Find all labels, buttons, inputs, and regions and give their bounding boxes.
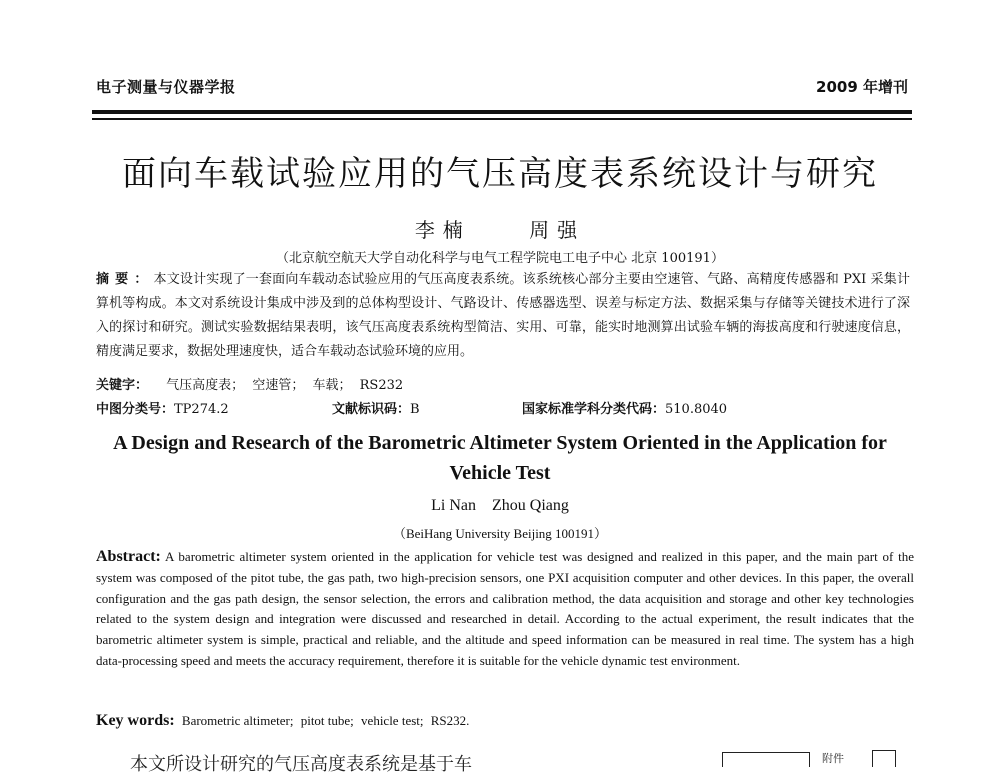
- english-keyword: Barometric altimeter;: [181, 713, 294, 728]
- chinese-abstract-label: 摘要：: [96, 272, 154, 287]
- english-keyword: vehicle test;: [361, 713, 424, 728]
- chinese-keyword: 车载；: [312, 378, 352, 393]
- document-code: [332, 398, 420, 417]
- classification-row: [96, 398, 910, 418]
- document-code-label: 文献标识码：: [332, 402, 411, 417]
- chinese-keyword: 气压高度表；: [166, 378, 245, 393]
- chinese-abstract: [96, 268, 910, 364]
- stamp-label: 附件: [822, 752, 844, 765]
- running-header: [96, 76, 908, 102]
- english-author: Zhou Qiang: [492, 497, 569, 514]
- english-keywords-label: Key words:: [96, 712, 175, 729]
- journal-name: 电子测量与仪器学报: [96, 78, 236, 96]
- clc-label: 中图分类号：: [96, 402, 175, 417]
- clc-number: [96, 398, 229, 417]
- chinese-authors: [0, 214, 1000, 243]
- chinese-keywords-label: 关键字：: [96, 378, 149, 393]
- document-code-value: B: [410, 402, 420, 417]
- english-keywords: [96, 712, 473, 730]
- chinese-keywords: [96, 374, 407, 393]
- english-abstract-label: Abstract:: [96, 548, 161, 565]
- header-rule-thick: [92, 110, 912, 114]
- chinese-affiliation: （北京航空航天大学自动化科学与电气工程学院电工电子中心 北京 100191）: [276, 251, 724, 266]
- header-rule-thin: [92, 118, 912, 120]
- english-authors: [0, 497, 1000, 515]
- chinese-keyword: 空速管；: [252, 378, 305, 393]
- clc-value: TP274.2: [174, 402, 229, 417]
- english-affiliation: （BeiHang University Beijing 100191）: [392, 526, 608, 541]
- stamp-box-small: [872, 750, 896, 767]
- chinese-author: 李楠: [414, 218, 471, 242]
- english-keyword: pitot tube;: [300, 713, 354, 728]
- subject-code-value: 510.8040: [665, 402, 728, 417]
- chinese-abstract-text: 本文设计实现了一套面向车载动态试验应用的气压高度表系统。该系统核心部分主要由空速管、气路、高精度传感器和 PXI 采集计算机等构成。本文对系统设计集成中涉及到的总体构型设计、气路设计、传感器选型、误差与标定方法、数据采集与存储等关键技术进行了深入的探讨和研究。测试实验数据结果表明，该气压高度表系统构型简洁、实用、可靠，能实时地测算出试验车辆的海拔高度和行驶速度信息，精度满足要求，数据处理速度快，适合车载动态试验环境的应用。: [96, 272, 910, 359]
- issue-label: 2009 年增刊: [816, 78, 908, 96]
- subject-code-label: 国家标准学科分类代码：: [522, 402, 666, 417]
- subject-code: [522, 398, 727, 417]
- english-keyword: RS232.: [430, 713, 470, 728]
- chinese-author: 周强: [529, 218, 586, 242]
- english-title: A Design and Research of the Barometric Altimeter System Oriented in the Application for Vehicle Test: [113, 432, 887, 484]
- english-abstract: [96, 547, 914, 672]
- body-text-first-line: 本文所设计研究的气压高度表系统是基于车: [130, 754, 472, 775]
- english-abstract-text: A barometric altimeter system oriented in the application for vehicle test was designed and realized in this paper, and the main part of the system was composed of the pitot tube, the gas path, two high-precision sensors, one PXI acquisition computer and other devices. In this paper, the overall configuration and the gas path design, the sensor selection, the errors and calibration method, the data acquisition and storage and other key technologies related to the system design and integration were discussed and researched in detail. According to the actual experiment, the result indicates that the barometric altimeter system is simple, practical and reliable, and the altitude and speed information can be measured in real time. The system has a high data-processing speed and meets the accuracy requirement, therefore it is suitable for the vehicle dynamic test environment.: [96, 549, 914, 668]
- chinese-title: 面向车载试验应用的气压高度表系统设计与研究: [122, 154, 878, 194]
- chinese-keyword: RS232: [359, 378, 404, 393]
- english-author: Li Nan: [431, 497, 476, 514]
